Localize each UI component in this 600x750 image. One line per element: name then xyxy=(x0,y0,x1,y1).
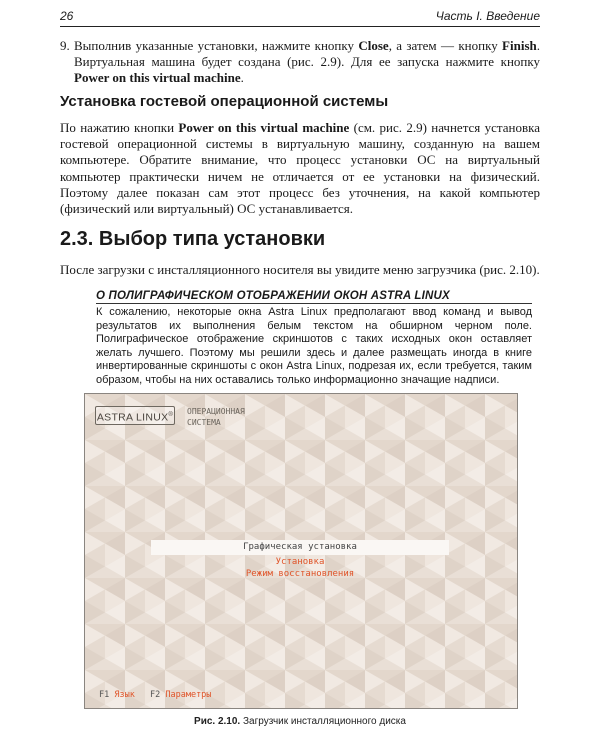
note-body: К сожалению, некоторые окна Astra Linux предполагают ввод команд и вывод результатов их выполнения белым текстом на обширном черном поле. Полиграфическое отображение скриншотов с таких исходных окон оставляет желать лучшего. Поэтому мы решили здесь и далее размещать иногда в книге инвертированные скриншоты с окон Astra Linux, подрезая их, если требуется, таким образом, чтобы на них оставались только информационно значащие надписи. xyxy=(96,306,532,386)
figure-caption xyxy=(60,716,540,727)
parameters-option[interactable]: Параметры xyxy=(165,690,212,700)
running-head xyxy=(60,8,540,27)
close-button-ref: Close xyxy=(358,38,389,53)
paragraph-text: (см. рис. 2.9) начнется установка гостевой операционной системы в виртуальную машину, созданную на вашем компьютере. Обратите внимание, что процесс установки ОС на виртуальный компьютер практически ничем не отличается от ее установки на физический. Поэтому далее показан сам этот процесс без уточнения, на какой компьютер (физический или виртуальный) ОС устанавливается. xyxy=(60,120,540,217)
note-box xyxy=(96,290,532,388)
part-title: Часть I. Введение xyxy=(435,9,540,23)
menu-item-install[interactable]: Установка xyxy=(275,557,325,567)
page-number: 26 xyxy=(60,9,74,23)
logo-text: ASTRA LINUX xyxy=(96,411,169,424)
step-text: . Виртуальная машина будет создана (рис. 2.9). Для ее запуска нажмите кнопку xyxy=(74,38,540,70)
f1-key: F1 xyxy=(99,690,110,700)
power-on-button-ref: Power on this virtual machine xyxy=(178,120,350,135)
logo-subtitle xyxy=(187,406,277,428)
power-on-button-ref: Power on this virtual machine xyxy=(74,70,241,86)
step-text: , а затем — кнопку xyxy=(388,38,503,53)
step-text: Выполнив указанные установки, нажмите кнопку xyxy=(74,38,359,53)
menu-item-graphical-install[interactable]: Графическая установка xyxy=(243,542,357,552)
subtitle-line-1: ОПЕРАЦИОННАЯ xyxy=(187,407,245,416)
astra-linux-logo xyxy=(95,406,175,425)
menu-item-recovery-mode[interactable]: Режим восстановления xyxy=(245,569,355,579)
registered-mark: ® xyxy=(168,412,174,418)
paragraph-guest xyxy=(60,120,540,217)
subtitle-line-2: СИСТЕМА xyxy=(187,418,221,427)
step-number: 9. xyxy=(60,38,70,53)
section-heading-guest: Установка гостевой операционной системы xyxy=(60,93,389,110)
f2-key: F2 xyxy=(149,690,161,700)
boot-screenshot xyxy=(84,393,518,709)
step-text: . xyxy=(240,70,244,86)
language-option[interactable]: Язык xyxy=(114,690,135,700)
figure-label: Рис. 2.10. xyxy=(194,716,241,727)
paragraph-boot-menu: После загрузки с инсталляционного носителя вы увидите меню загрузчика (рис. 2.10). xyxy=(60,262,540,277)
figure-text: Загрузчик инсталляционного диска xyxy=(240,716,406,727)
step-9 xyxy=(60,38,540,87)
section-heading-2-3: 2.3. Выбор типа установки xyxy=(60,228,326,250)
note-title: О ПОЛИГРАФИЧЕСКОМ ОТОБРАЖЕНИИ ОКОН ASTRA LINUX xyxy=(96,290,532,304)
function-keys-bar xyxy=(99,690,221,700)
finish-button-ref: Finish xyxy=(502,38,537,53)
paragraph-text: По нажатию кнопки xyxy=(60,120,179,135)
